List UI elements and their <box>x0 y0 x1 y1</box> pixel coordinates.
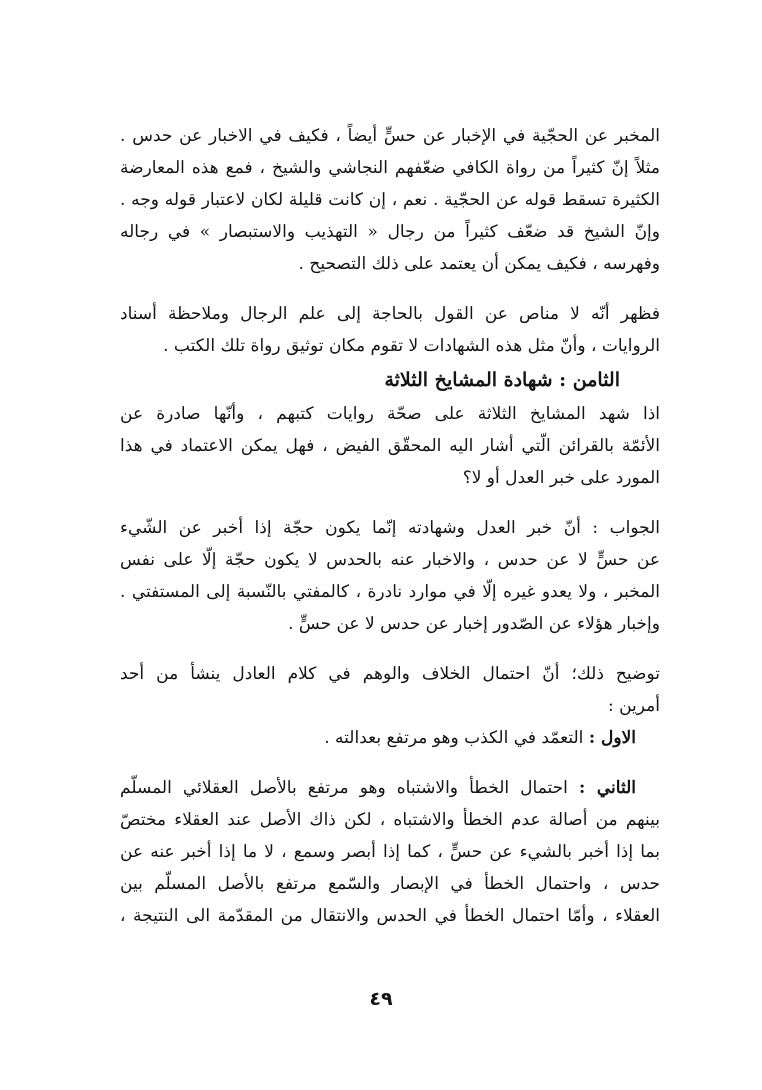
text-line <box>120 772 660 804</box>
text-line: اذا شهد المشايخ الثلاثة على صحّة روايات كتبهم ، وأنّها صادرة عن <box>120 404 660 424</box>
text-line: الأئمّة بالقرائن الّتي أشار اليه المحقّق الفيض ، فهل يمكن الاعتماد في هذا <box>120 436 660 456</box>
body-text <box>120 120 660 932</box>
text-line: العقلاء ، وأمّا احتمال الخطأ في الحدس والانتقال من المقدّمة الى النتيجة ، <box>120 906 660 926</box>
text-line: وإنّ الشيخ قد ضعّف كثيراً من رجال « التهذيب والاستبصار » في رجاله <box>120 222 660 242</box>
text-line: بينهم من أصالة عدم الخطأ والاشتباه ، لكن ذاك الأصل عند العقلاء مختصّ <box>120 810 660 830</box>
text-line: الجواب : أنّ خبر العدل وشهادته إنّما يكون حجّة إذا أخبر عن الشّيء <box>120 518 660 538</box>
text-line <box>120 722 636 754</box>
lead-term: الثاني : <box>579 778 636 798</box>
text-line: المخبر ، ولا يعدو غيره إلّا في موارد نادرة ، كالمفتي بالنّسبة إلى المستفتي . <box>120 582 660 602</box>
text-line-body: التعمّد في الكذب وهو مرتفع بعدالته . <box>324 728 584 748</box>
paragraph-4 <box>120 512 660 640</box>
text-line: حدس ، واحتمال الخطأ في الإبصار والسّمع مرتفع بالأصل المسلّم بين <box>120 874 660 894</box>
text-line: المورد على خبر العدل أو لا؟ <box>462 468 660 488</box>
paragraph-5 <box>120 658 660 722</box>
text-line: المخبر عن الحجّية في الإخبار عن حسٍّ أيضاً ، فكيف في الاخبار عن حدس . <box>120 126 660 146</box>
text-line: وإخبار هؤلاء عن الصّدور إخبار عن حدس لا عن حسٍّ . <box>288 614 660 634</box>
text-line-body: احتمال الخطأ والاشتباه وهو مرتفع بالأصل العقلائي المسلّم <box>120 778 568 798</box>
text-line: وفهرسه ، فكيف يمكن أن يعتمد على ذلك التصحيح . <box>298 254 660 274</box>
paragraph-6 <box>120 722 660 754</box>
text-line: الكثيرة تسقط قوله عن الحجّية . نعم ، إن كانت قليلة لكان لاعتبار قوله وجه . <box>120 190 660 210</box>
text-line: أمرين : <box>607 696 660 716</box>
text-line: فظهر أنّه لا مناص عن القول بالحاجة إلى علم الرجال وملاحظة أسناد <box>120 304 660 324</box>
text-line: الروايات ، وأنّ مثل هذه الشهادات لا تقوم مكان توثيق رواة تلك الكتب . <box>163 336 660 356</box>
lead-term: الاول : <box>588 728 636 748</box>
paragraph-2 <box>120 298 660 362</box>
text-line: مثلاً إنّ كثيراً من رواة الكافي ضعّفهم النجاشي والشيخ ، فمع هذه المعارضة <box>120 158 660 178</box>
paragraph-7 <box>120 772 660 932</box>
section-heading: الثامن : شهادة المشايخ الثلاثة <box>384 369 620 391</box>
page-number: ٤٩ <box>369 988 393 1010</box>
text-line: توضيح ذلك؛ أنّ احتمال الخلاف والوهم في كلام العادل ينشأ من أحد <box>120 664 660 684</box>
text-line: بما إذا أخبر بالشيء عن حسٍّ ، كما إذا أبصر وسمع ، لا ما إذا أخبر عنه عن <box>120 842 660 862</box>
paragraph-1 <box>120 120 660 280</box>
paragraph-3 <box>120 398 660 494</box>
text-line: عن حسٍّ لا عن حدس ، والاخبار عنه بالحدس لا يكون حجّة إلّا على نفس <box>120 550 660 570</box>
